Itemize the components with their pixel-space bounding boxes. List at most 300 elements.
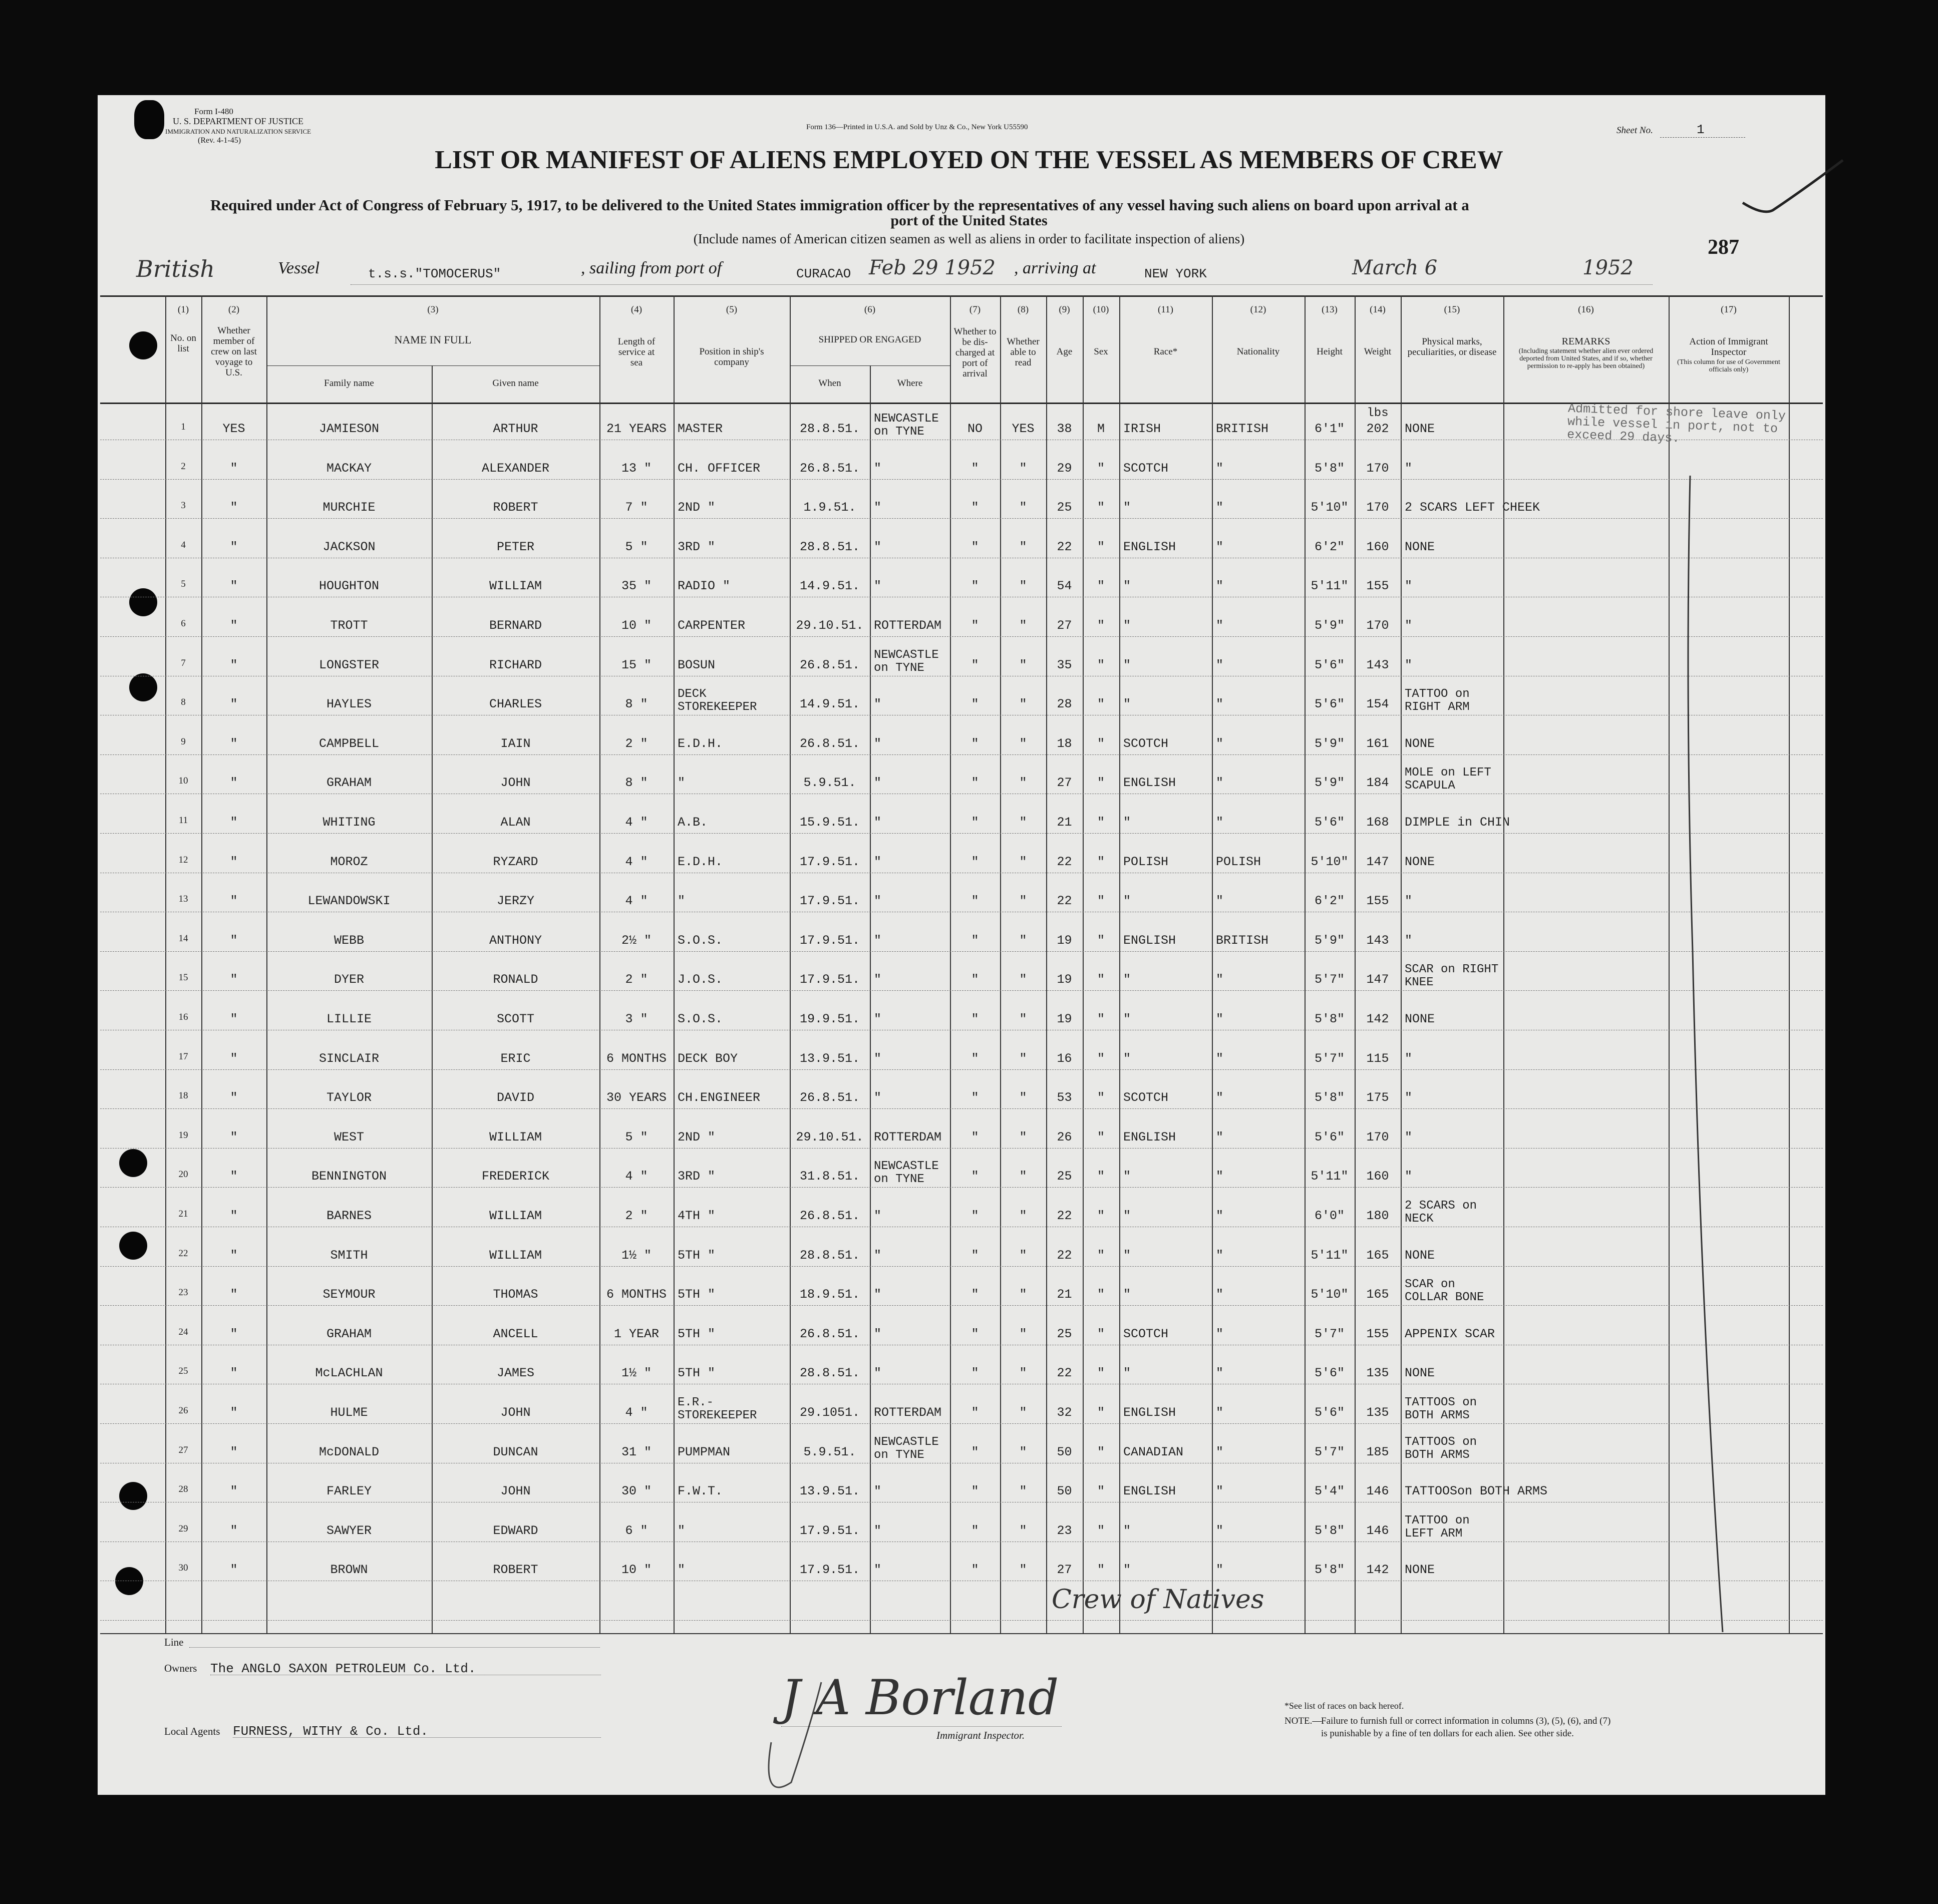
cell-position: DECK STOREKEEPER [678,687,757,714]
cell-disch: " [971,1405,979,1420]
cell-no: 20 [178,1169,188,1180]
cell-prev: " [230,539,238,554]
header-last-voyage: Whether member of crew on last voyage to U.S. [211,325,257,378]
cell-height: 5'4" [1314,1484,1345,1499]
cell-position: E.D.H. [678,854,723,869]
header-where: Where [897,378,923,389]
header-nationality: Nationality [1236,346,1280,357]
cell-race: ENGLISH [1123,933,1176,948]
cell-height: 5'6" [1314,1129,1345,1145]
cell-weight: 170 [1366,500,1389,515]
cell-marks: " [1405,1051,1413,1066]
cell-race: " [1123,1051,1131,1066]
cell-service: 4 " [625,1405,648,1420]
cell-where: NEWCASTLE on TYNE [874,412,939,439]
cell-nat: " [1216,618,1224,633]
penalty-note-2: is punishable by a fine of ten dollars for each alien. See other side. [1321,1728,1574,1739]
inspector-label: Immigrant Inspector. [936,1729,1025,1741]
cell-given: RYZARD [493,854,538,869]
cell-where: ROTTERDAM [874,618,942,633]
col-num-16: (16) [1578,304,1594,315]
cell-read: " [1019,618,1027,633]
cell-marks: NONE [1405,422,1435,436]
cell-no: 11 [178,815,188,826]
cell-where: NEWCASTLE on TYNE [874,1435,939,1462]
arrival-port: NEW YORK [1144,266,1207,281]
cell-race: ENGLISH [1123,776,1176,791]
cell-position: J.O.S. [678,972,723,987]
cell-position: " [678,894,686,909]
cell-when: 14.9.51. [799,697,860,712]
cell-sex: " [1097,697,1105,712]
cell-prev: " [230,854,238,869]
cell-weight: 170 [1366,618,1389,633]
cell-given: ROBERT [493,1563,538,1578]
crew-note-handwritten: Crew of Natives [1052,1585,1264,1615]
cell-prev: " [230,815,238,830]
cell-service: 4 " [625,894,648,909]
col-num-8: (8) [1017,304,1029,315]
cell-height: 5'11" [1311,1169,1349,1184]
cell-age: 19 [1057,1012,1072,1026]
cell-service: 10 " [621,618,652,633]
cell-when: 31.8.51. [799,1169,860,1184]
cell-when: 17.9.51. [799,894,860,909]
cell-disch: " [971,854,979,869]
cell-race: IRISH [1123,422,1161,436]
col-num-10: (10) [1093,304,1109,315]
cell-marks: 2 SCARS on NECK [1405,1199,1477,1226]
cell-nat: " [1216,1484,1224,1499]
arrival-year: 1952 [1582,256,1634,279]
col-num-4: (4) [630,304,642,315]
cell-height: 6'0" [1314,1209,1345,1223]
cell-race: ENGLISH [1123,1405,1176,1420]
cell-weight: 168 [1366,815,1389,830]
cell-age: 22 [1057,854,1072,869]
cell-race: SCOTCH [1123,1326,1169,1341]
cell-service: 1 YEAR [613,1326,659,1341]
cell-weight: 142 [1366,1563,1389,1578]
cell-position: S.O.S. [678,933,723,948]
cell-no: 19 [178,1129,188,1140]
cell-read: " [1019,854,1027,869]
cell-height: 5'9" [1314,933,1345,948]
cell-prev: " [230,933,238,948]
cell-disch: " [971,1012,979,1026]
cell-weight: 184 [1366,776,1389,791]
cell-weight: 147 [1366,854,1389,869]
header-physical-marks: Physical marks, peculiarities, or disease [1407,336,1497,357]
cell-prev: " [230,1209,238,1223]
cell-disch: " [971,1248,979,1263]
cell-service: 2½ " [621,933,652,948]
cell-family: FARLEY [326,1484,372,1499]
service: IMMIGRATION AND NATURALIZATION SERVICE [165,128,311,135]
cell-height: 5'8" [1314,1012,1345,1026]
cell-nat: " [1216,1169,1224,1184]
cell-sex: " [1097,1012,1105,1026]
cell-read: " [1019,461,1027,476]
cell-race: " [1123,1209,1131,1223]
cell-prev: YES [222,422,245,436]
cell-sex: " [1097,736,1105,751]
cell-weight: 165 [1366,1287,1389,1302]
cell-given: SCOTT [496,1012,534,1026]
cell-sex: " [1097,1444,1105,1459]
cell-given: DUNCAN [493,1444,538,1459]
cell-read: " [1019,972,1027,987]
cell-position: 3RD " [678,539,716,554]
cell-disch: " [971,1523,979,1538]
cell-service: 3 " [625,1012,648,1026]
cell-marks: TATTOOSon BOTH ARMS [1405,1484,1548,1499]
cell-where: " [874,854,882,869]
cell-sex: " [1097,579,1105,594]
cell-prev: " [230,697,238,712]
cell-given: JERZY [496,894,534,909]
cell-race: CANADIAN [1123,1444,1184,1459]
cell-family: CAMPBELL [318,736,380,751]
cell-service: 2 " [625,736,648,751]
cell-prev: " [230,657,238,672]
cell-height: 5'10" [1311,854,1349,869]
cell-read: " [1019,1012,1027,1026]
cell-given: ROBERT [493,500,538,515]
cell-age: 38 [1057,422,1072,436]
cell-prev: " [230,1563,238,1578]
cell-position: " [678,776,686,791]
cell-service: 6 " [625,1523,648,1538]
col-num-3: (3) [427,304,439,315]
cell-read: " [1019,1523,1027,1538]
cell-nat: " [1216,1366,1224,1381]
cell-race: SCOTCH [1123,736,1169,751]
cell-prev: " [230,894,238,909]
cell-marks: " [1405,618,1413,633]
header-length-service: Length of service at sea [617,336,656,368]
cell-prev: " [230,1523,238,1538]
cell-sex: M [1097,422,1105,436]
cell-nat: " [1216,1129,1224,1145]
cell-when: 29.1051. [799,1405,860,1420]
subtitle: Required under Act of Congress of February 5, 1917, to be delivered to the United States immigration officer by the representatives of any vessel having such aliens on board upon arrival at a [210,196,1469,214]
cell-height: 5'8" [1314,1563,1345,1578]
col-num-5: (5) [726,304,738,315]
cell-age: 25 [1057,1326,1072,1341]
cell-weight: 154 [1366,697,1389,712]
cell-nat: " [1216,736,1224,751]
cell-marks: " [1405,933,1413,948]
cell-no: 9 [181,736,186,747]
cell-sex: " [1097,1484,1105,1499]
cell-where: ROTTERDAM [874,1129,942,1145]
cell-disch: " [971,539,979,554]
cell-given: ANCELL [493,1326,538,1341]
cell-read: " [1019,697,1027,712]
cell-age: 19 [1057,933,1072,948]
cell-marks: " [1405,461,1413,476]
cell-no: 12 [178,854,188,865]
cell-sex: " [1097,815,1105,830]
cell-weight: 202 [1366,422,1389,436]
cell-family: MURCHIE [322,500,376,515]
cell-service: 31 " [621,1444,652,1459]
cell-family: HOUGHTON [318,579,380,594]
cell-no: 30 [178,1563,188,1574]
cell-weight: 147 [1366,972,1389,987]
cell-family: WEST [334,1129,364,1145]
header-no-on-list: No. on list [170,333,196,354]
cell-no: 27 [178,1444,188,1455]
cell-service: 4 " [625,1169,648,1184]
cell-where: " [874,972,882,987]
cell-read: " [1019,1051,1027,1066]
cell-given: CHARLES [489,697,542,712]
cell-height: 5'9" [1314,776,1345,791]
header-weight: Weight [1364,346,1392,357]
owners-label: Owners [164,1662,197,1674]
note-label: NOTE.— [1284,1716,1322,1726]
cell-position: PUMPMAN [678,1444,731,1459]
cell-weight: 170 [1366,1129,1389,1145]
cell-no: 15 [178,972,188,983]
cell-marks: APPENIX SCAR [1405,1326,1495,1341]
cell-family: MACKAY [326,461,372,476]
cell-service: 8 " [625,697,648,712]
cell-when: 1.9.51. [803,500,856,515]
cell-family: WHITING [322,815,376,830]
cell-weight: 142 [1366,1012,1389,1026]
cell-read: " [1019,1248,1027,1263]
cell-no: 5 [181,579,186,590]
cell-weight: 170 [1366,461,1389,476]
cell-age: 35 [1057,657,1072,672]
cell-sex: " [1097,1287,1105,1302]
cell-where: " [874,1248,882,1263]
header-name-in-full: NAME IN FULL [394,333,472,346]
cell-position: F.W.T. [678,1484,723,1499]
cell-prev: " [230,1051,238,1066]
cell-nat: " [1216,1051,1224,1066]
cell-when: 14.9.51. [799,579,860,594]
cell-when: 26.8.51. [799,1209,860,1223]
cell-nat: " [1216,697,1224,712]
cell-nat: " [1216,894,1224,909]
cell-age: 27 [1057,776,1072,791]
cell-marks: " [1405,657,1413,672]
cell-read: " [1019,1129,1027,1145]
cell-where: " [874,1326,882,1341]
cell-nat: " [1216,776,1224,791]
cell-when: 5.9.51. [803,776,856,791]
cell-sex: " [1097,1209,1105,1223]
cell-position: 5TH " [678,1248,716,1263]
header-given-name: Given name [492,378,539,389]
cell-position: S.O.S. [678,1012,723,1026]
cell-weight: 160 [1366,1169,1389,1184]
check-mark [1743,160,1843,212]
cell-height: 5'11" [1311,1248,1349,1263]
cell-position: BOSUN [678,657,716,672]
col-num-11: (11) [1158,304,1173,315]
cell-race: " [1123,1287,1131,1302]
cell-nat: BRITISH [1216,933,1269,948]
cell-disch: NO [967,422,983,436]
cell-family: SAWYER [326,1523,372,1538]
cell-race: " [1123,1523,1131,1538]
cell-height: 5'7" [1314,1444,1345,1459]
cell-sex: " [1097,1248,1105,1263]
cell-age: 29 [1057,461,1072,476]
cell-prev: " [230,1248,238,1263]
cell-where: " [874,815,882,830]
cell-marks: SCAR on RIGHT KNEE [1405,963,1499,990]
cell-no: 14 [178,933,188,944]
cell-marks: " [1405,1090,1413,1105]
cell-when: 17.9.51. [799,1563,860,1578]
cell-read: " [1019,776,1027,791]
col-num-2: (2) [228,304,240,315]
cell-prev: " [230,579,238,594]
cell-race: " [1123,500,1131,515]
cell-given: IAIN [500,736,531,751]
cell-age: 19 [1057,972,1072,987]
cell-given: JOHN [500,1484,531,1499]
cell-nat: " [1216,579,1224,594]
cell-sex: " [1097,1326,1105,1341]
cell-when: 18.9.51. [799,1287,860,1302]
cell-given: ALEXANDER [481,461,550,476]
cell-service: 10 " [621,1563,652,1578]
vessel-name: t.s.s."TOMOCERUS" [368,266,501,281]
cell-no: 6 [181,618,186,629]
cell-sex: " [1097,461,1105,476]
cell-no: 17 [178,1051,188,1062]
cell-prev: " [230,776,238,791]
cell-sex: " [1097,776,1105,791]
cell-age: 21 [1057,815,1072,830]
cell-read: " [1019,1326,1027,1341]
owners-name: The ANGLO SAXON PETROLEUM Co. Ltd. [210,1661,476,1676]
races-note: *See list of races on back hereof. [1284,1701,1404,1711]
cell-position: " [678,1523,686,1538]
cell-nat: " [1216,1405,1224,1420]
cell-where: " [874,1051,882,1066]
cell-service: 8 " [625,776,648,791]
cell-where: " [874,736,882,751]
cell-where: ROTTERDAM [874,1405,942,1420]
cell-no: 26 [178,1405,188,1416]
cell-marks: NONE [1405,854,1435,869]
cell-nat: " [1216,1090,1224,1105]
cell-disch: " [971,461,979,476]
cell-family: HAYLES [326,697,372,712]
cell-marks: " [1405,894,1413,909]
cell-family: TROTT [330,618,368,633]
cell-family: McLACHLAN [315,1366,383,1381]
cell-read: " [1019,736,1027,751]
weight-unit: lbs [1367,407,1389,420]
cell-weight: 175 [1366,1090,1389,1105]
cell-no: 3 [181,500,186,511]
cell-no: 25 [178,1366,188,1377]
cell-when: 5.9.51. [803,1444,856,1459]
cell-sex: " [1097,539,1105,554]
cell-no: 8 [181,697,186,708]
cell-read: " [1019,579,1027,594]
cell-height: 5'6" [1314,815,1345,830]
col-num-17: (17) [1721,304,1737,315]
cell-when: 28.8.51. [799,1366,860,1381]
cell-no: 18 [178,1090,188,1101]
cell-height: 5'6" [1314,657,1345,672]
cell-age: 54 [1057,579,1072,594]
cell-height: 5'6" [1314,1405,1345,1420]
cell-race: " [1123,1366,1131,1381]
cell-nat: " [1216,1523,1224,1538]
cell-where: NEWCASTLE on TYNE [874,648,939,675]
cell-family: WEBB [334,933,364,948]
cell-disch: " [971,1326,979,1341]
cell-service: 2 " [625,1209,648,1223]
header-inspector-note: (This column for use of Government officials only) [1677,358,1780,373]
cell-age: 22 [1057,1366,1072,1381]
cell-prev: " [230,1129,238,1145]
cell-race: " [1123,618,1131,633]
cell-when: 28.8.51. [799,422,860,436]
cell-marks: TATTOO on LEFT ARM [1405,1513,1470,1541]
cell-disch: " [971,618,979,633]
cell-race: ENGLISH [1123,539,1176,554]
cell-where: NEWCASTLE on TYNE [874,1160,939,1187]
cell-sex: " [1097,657,1105,672]
header-family-name: Family name [324,378,374,389]
cell-prev: " [230,1287,238,1302]
cell-height: 6'1" [1314,422,1345,436]
cell-position: CH.ENGINEER [678,1090,761,1105]
cell-service: 6 MONTHS [606,1287,667,1302]
cell-disch: " [971,1129,979,1145]
cell-service: 1½ " [621,1366,652,1381]
cell-position: 5TH " [678,1326,716,1341]
cell-nat: POLISH [1216,854,1261,869]
cell-nat: " [1216,815,1224,830]
cell-family: SMITH [330,1248,368,1263]
cell-given: WILLIAM [489,579,542,594]
cell-weight: 135 [1366,1405,1389,1420]
cell-race: SCOTCH [1123,1090,1169,1105]
cell-disch: " [971,500,979,515]
col-num-1: (1) [177,304,189,315]
cell-prev: " [230,618,238,633]
cell-marks: TATTOOS on BOTH ARMS [1405,1435,1477,1462]
cell-family: JAMIESON [318,422,380,436]
cell-read: " [1019,933,1027,948]
cell-weight: 143 [1366,933,1389,948]
cell-no: 13 [178,894,188,905]
cell-race: " [1123,657,1131,672]
cell-position: 2ND " [678,500,716,515]
cell-height: 5'7" [1314,1051,1345,1066]
cell-height: 5'10" [1311,500,1349,515]
cell-when: 17.9.51. [799,972,860,987]
cell-family: SINCLAIR [318,1051,380,1066]
cell-marks: NONE [1405,1563,1435,1578]
form-revision: (Rev. 4-1-45) [198,136,241,145]
cell-read: " [1019,657,1027,672]
col-num-7: (7) [969,304,981,315]
